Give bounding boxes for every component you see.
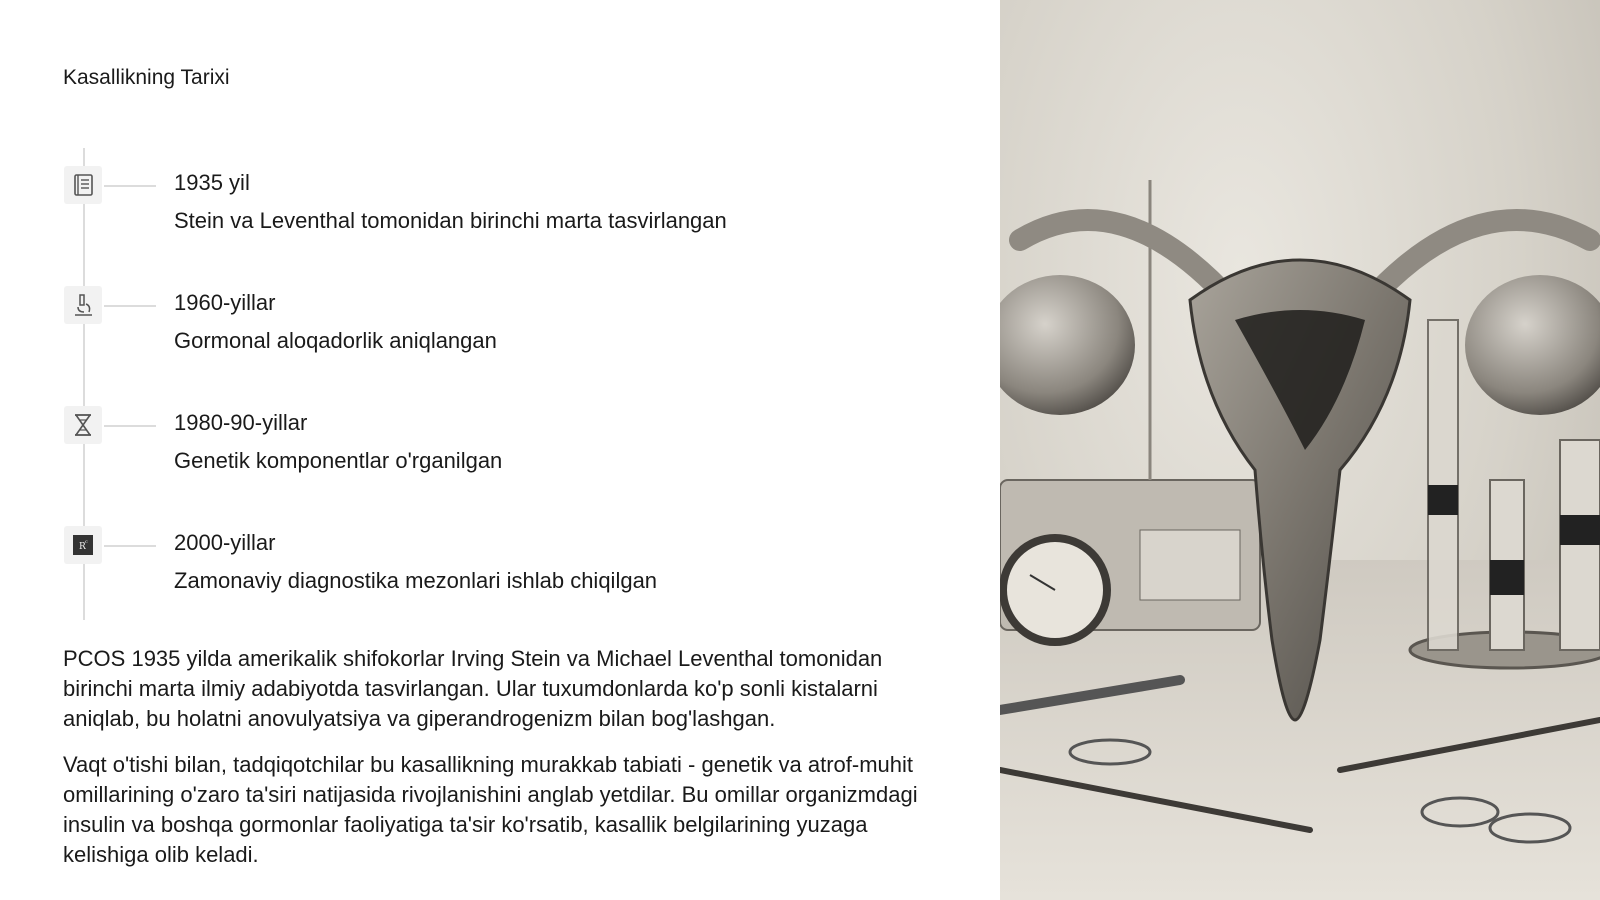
timeline-connector [104,545,156,547]
history-paragraph: PCOS 1935 yilda amerikalik shifokorlar Irving Stein va Michael Leventhal tomonidan birinchi marta ilmiy adabiyotda tasvirlangan. Ular tuxumdonlarda ko'p sonli kistalarni aniqlab, bu holatni anovulyatsiya va giperandrogenizm bilan bog'lashgan. [63,646,883,731]
timeline-description: Stein va Leventhal tomonidan birinchi marta tasvirlangan [174,208,727,233]
timeline-year: 1960-yillar [174,290,276,315]
timeline-description: Zamonaviy diagnostika mezonlari ishlab chiqilgan [174,568,658,593]
timeline-item [0,166,1000,266]
book-icon [64,166,102,204]
timeline-year: 1980-90-yillar [174,410,308,435]
periodic-element-icon [64,526,102,564]
timeline-year: 1935 yil [174,170,250,195]
timeline-item [0,406,1000,506]
timeline-item [0,526,1000,626]
microscope-icon [64,286,102,324]
timeline-item [0,286,1000,386]
svg-text:R: R [79,542,86,552]
dna-icon [64,406,102,444]
timeline-description: Genetik komponentlar o'rganilgan [174,448,503,473]
timeline-connector [104,185,156,187]
timeline-year: 2000-yillar [174,530,276,555]
slide-title: Kasallikning Tarixi [63,66,230,89]
timeline-description: Gormonal aloqadorlik aniqlangan [174,328,497,353]
history-paragraph: Vaqt o'tishi bilan, tadqiqotchilar bu kasallikning murakkab tabiati - genetik va atrof-muhit omillarining o'zaro ta'siri natijasida rivojlanishini anglab yetdilar. Bu omillar organizmdagi insulin va boshqa gormonlar faoliyatiga ta'sir ko'rsatib, kasallik belgilarining yuzaga kelishiga olib keladi. [63,752,918,867]
svg-text:c: c [85,539,88,545]
uterus-illustration [1000,0,1600,900]
timeline-connector [104,425,156,427]
timeline-connector [104,305,156,307]
